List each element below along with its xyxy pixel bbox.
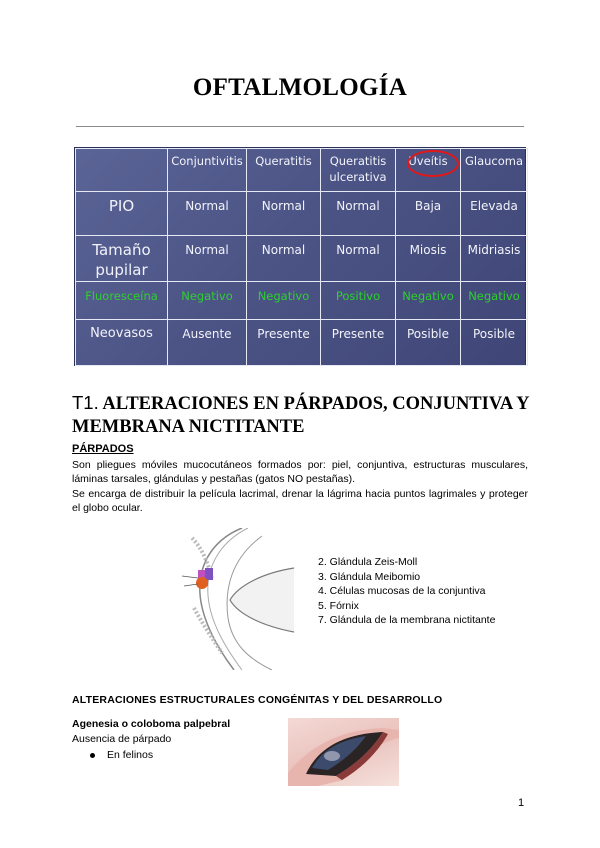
table-cell: Negativo (396, 282, 461, 320)
table-cell: Normal (168, 236, 247, 282)
header-cell: Glaucoma (461, 149, 528, 192)
table-cell: Baja (396, 192, 461, 236)
legend-item: 4. Células mucosas de la conjuntiva (318, 585, 486, 597)
header-cell: Queratitis ulcerativa (321, 149, 396, 192)
paragraph-definition: Son pliegues móviles mucocutáneos formados por: piel, conjuntiva, estructuras musculares, láminas tarsales, glándulas y pestañas (gatos NO pestañas). (72, 459, 528, 485)
table-cell: Negativo (247, 282, 321, 320)
list-item (90, 749, 153, 761)
subheading-parpados: PÁRPADOS (72, 443, 134, 455)
table-cell: Miosis (396, 236, 461, 282)
header-cell: Conjuntivitis (168, 149, 247, 192)
heading-congenital-alterations: ALTERACIONES ESTRUCTURALES CONGÉNITAS Y DEL DESARROLLO (72, 694, 443, 706)
row-label: Fluoresceína (76, 282, 168, 320)
bullet-icon (90, 753, 95, 758)
row-label: PIO (76, 192, 168, 236)
table-cell: Normal (321, 236, 396, 282)
legend-item: 2. Glándula Zeis-Moll (318, 556, 418, 568)
table-header-row (76, 149, 528, 192)
table-cell: Posible (461, 320, 528, 366)
table-cell: Normal (168, 192, 247, 236)
table-row (76, 192, 528, 236)
table-cell: Normal (247, 192, 321, 236)
legend-item: 5. Fórnix (318, 599, 359, 612)
header-cell (76, 149, 168, 192)
paragraph-function: Se encarga de distribuir la película lacrimal, drenar la lágrima hacia puntos lagrimales y proteger el globo ocular. (72, 488, 528, 514)
table-cell: Midriasis (461, 236, 528, 282)
table-cell: Normal (247, 236, 321, 282)
section-heading (72, 391, 532, 439)
eyelid-diagram-icon (172, 528, 294, 670)
eye-photo-icon (288, 718, 399, 786)
table-cell: Posible (396, 320, 461, 366)
table-cell: Negativo (461, 282, 528, 320)
table-cell: Normal (321, 192, 396, 236)
anatomy-legend (318, 555, 495, 628)
comparison-table (74, 147, 526, 366)
section-number: T1. (72, 392, 99, 413)
table-cell: Positivo (321, 282, 396, 320)
table-cell: Presente (321, 320, 396, 366)
row-label: Neovasos (76, 320, 168, 366)
table-cell: Negativo (168, 282, 247, 320)
table-row (76, 236, 528, 282)
table-row (76, 320, 528, 366)
section-title: ALTERACIONES EN PÁRPADOS, CONJUNTIVA Y MEMBRANA NICTITANTE (72, 394, 529, 437)
table-cell: Presente (247, 320, 321, 366)
bullet-text: En felinos (107, 749, 154, 761)
agenesia-description: Ausencia de párpado (72, 733, 172, 745)
table-cell: Ausente (168, 320, 247, 366)
header-cell: Queratitis (247, 149, 321, 192)
cat-eye-photo (288, 718, 399, 786)
page-title: OFTALMOLOGÍA (192, 74, 408, 101)
uveitis-highlight-circle (407, 150, 459, 177)
legend-item: 7. Glándula de la membrana nictitante (318, 614, 496, 626)
title-divider (76, 126, 524, 127)
legend-item: 3. Glándula Meibomio (318, 570, 421, 583)
header-cell: Uveítis (396, 149, 461, 192)
table-row (76, 282, 528, 320)
row-label: Tamaño pupilar (76, 236, 168, 282)
page-number: 1 (518, 797, 525, 809)
table-cell: Elevada (461, 192, 528, 236)
eyelid-anatomy-illustration (172, 528, 294, 670)
heading-agenesia: Agenesia o coloboma palpebral (72, 718, 231, 730)
